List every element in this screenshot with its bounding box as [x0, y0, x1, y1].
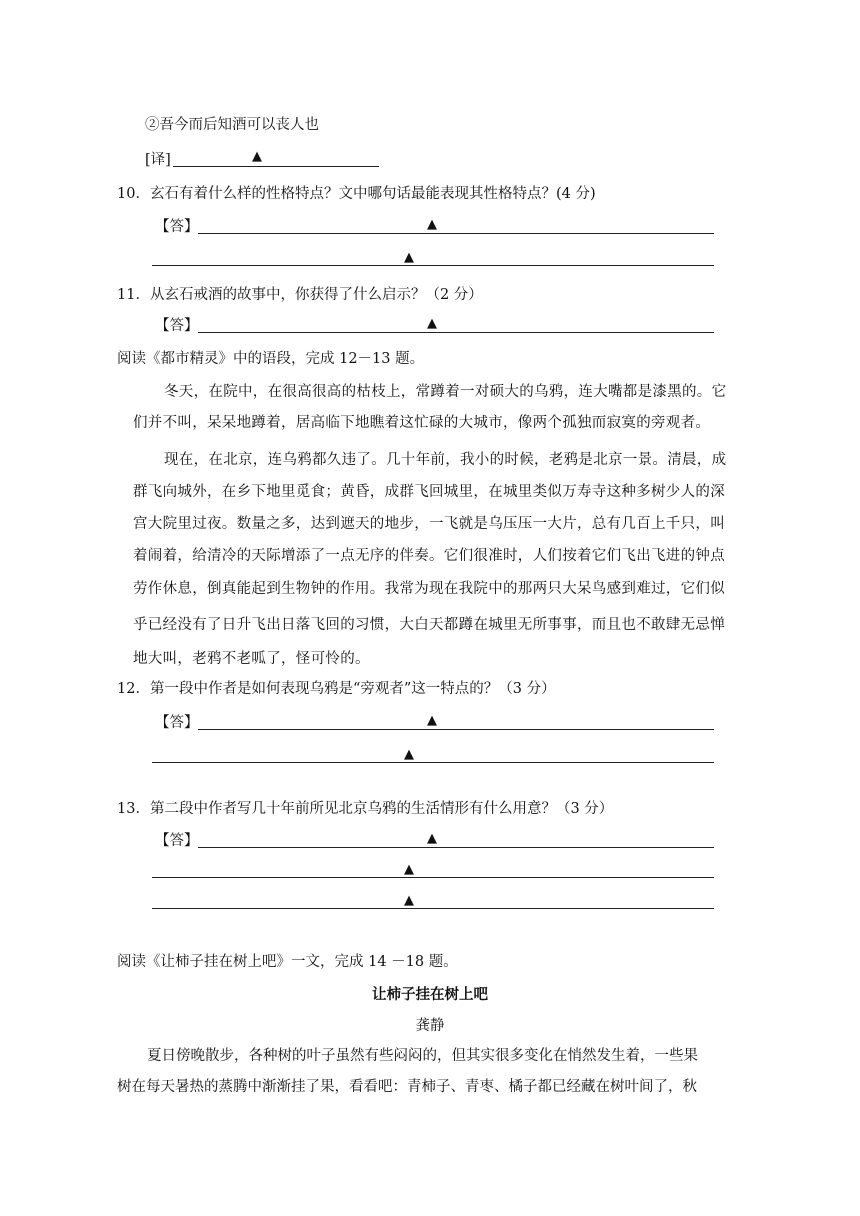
answer-triangle-icon: ▲ — [404, 862, 414, 877]
answer-triangle-icon: ▲ — [427, 217, 437, 232]
q9-item-2: ②吾今而后知酒可以丧人也 — [145, 117, 319, 133]
article-title: 让柿子挂在树上吧 — [372, 986, 488, 1003]
answer-label: 【答】 — [155, 318, 199, 334]
passage-line: 们并不叫，呆呆地蹲着，居高临下地瞧着这忙碌的大城市，像两个孤独而寂寞的旁观者。 — [133, 415, 711, 431]
answer-label: 【答】 — [155, 715, 199, 731]
reading-intro: 阅读《都市精灵》中的语段，完成 12－13 题。 — [117, 351, 425, 367]
question-13: 13．第二段中作者写几十年前所见北京乌鸦的生活情形有什么用意？（3 分） — [117, 801, 614, 817]
translate-label: [译] — [145, 152, 171, 168]
answer-triangle-icon: ▲ — [427, 713, 437, 728]
answer-line[interactable] — [198, 233, 714, 234]
answer-triangle-icon: ▲ — [404, 893, 414, 908]
answer-line[interactable] — [152, 908, 714, 909]
answer-triangle-icon: ▲ — [252, 149, 262, 164]
answer-line[interactable] — [173, 166, 379, 167]
answer-triangle-icon: ▲ — [404, 250, 414, 265]
answer-triangle-icon: ▲ — [427, 316, 437, 331]
passage-line: 夏日傍晚散步，各种树的叶子虽然有些闷闷的，但其实很多变化在悄然发生着，一些果 — [147, 1048, 698, 1064]
passage-line: 宫大院里过夜。数量之多，达到遮天的地步，一飞就是乌压压一大片，总有几百上千只，叫 — [133, 516, 725, 532]
passage-line: 地大叫，老鸦不老呱了，怪可怜的。 — [133, 651, 370, 667]
passage-line: 劳作休息，倒真能起到生物钟的作用。我常为现在我院中的那两只大呆鸟感到难过，它们似 — [133, 581, 725, 597]
question-11: 11．从玄石戒酒的故事中，你获得了什么启示？（2 分） — [117, 287, 483, 303]
passage-line: 冬天，在院中，在很高很高的枯枝上，常蹲着一对硕大的乌鸦，连大嘴都是漆黑的。它 — [164, 384, 727, 400]
answer-label: 【答】 — [155, 219, 199, 235]
answer-line[interactable] — [198, 332, 714, 333]
passage-line: 群飞向城外，在乡下地里觅食；黄昏，成群飞回城里，在城里类似万寿寺这种多树少人的深 — [133, 484, 725, 500]
article-author: 龚静 — [415, 1018, 445, 1034]
answer-line[interactable] — [198, 847, 714, 848]
passage-line: 着闹着，给清冷的天际增添了一点无序的伴奏。它们很准时，人们按着它们飞出飞进的钟点 — [133, 548, 725, 564]
passage-line: 现在，在北京，连乌鸦都久违了。几十年前，我小的时候，老鸦是北京一景。清晨，成 — [164, 452, 727, 468]
answer-line[interactable] — [152, 877, 714, 878]
question-12: 12．第一段中作者是如何表现乌鸦是“旁观者”这一特点的？（3 分） — [117, 681, 556, 697]
passage-line: 树在每天暑热的蒸腾中渐渐挂了果，看看吧：青柿子、青枣、橘子都已经藏在树叶间了，秋 — [117, 1079, 697, 1095]
answer-line[interactable] — [198, 729, 714, 730]
reading-intro: 阅读《让柿子挂在树上吧》一文，完成 14 －18 题。 — [117, 954, 458, 970]
answer-triangle-icon: ▲ — [427, 831, 437, 846]
answer-triangle-icon: ▲ — [404, 747, 414, 762]
passage-line: 乎已经没有了日升飞出日落飞回的习惯，大白天都蹲在城里无所事事，而且也不敢肆无忌惮 — [133, 617, 725, 633]
answer-line[interactable] — [152, 762, 714, 763]
answer-line[interactable] — [152, 265, 714, 266]
answer-label: 【答】 — [155, 833, 199, 849]
question-10: 10．玄石有着什么样的性格特点？文中哪句话最能表现其性格特点？(4 分) — [117, 186, 596, 202]
